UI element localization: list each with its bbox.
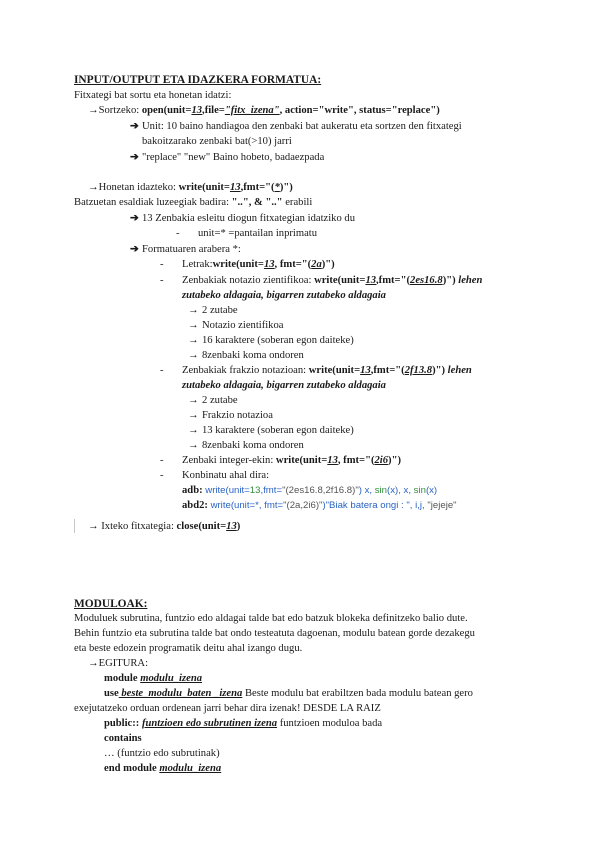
- arrow-right-icon: →: [88, 521, 99, 532]
- zientifikoa-item: → Notazio zientifikoa: [188, 320, 284, 331]
- frakzio-item: → 13 karaktere (soberan egon daiteke): [188, 425, 354, 436]
- ellipsis-line: … (funtzio edo subrutinak): [104, 748, 220, 759]
- bullet-arrow-icon: ➔: [130, 152, 139, 163]
- letrak-line: - Letrak:write(unit=13, fmt="(2a)"): [160, 259, 335, 270]
- abd2-example: abd2: write(unit=*, fmt="(2a,2i6)")"Biak batera ongi : ", i,j, "jejeje": [182, 500, 457, 511]
- zientifikoa-cont: zutabeko aldagaia, bigarren zutabeko aldagaia: [182, 290, 386, 301]
- moduloak-para-line: Behin funtzio eta subrutina talde bat ondo testeatuta dagoenan, modulu batean gorde dezakegu: [74, 628, 475, 639]
- end-module-line: end module modulu_izena: [104, 763, 222, 774]
- frakzio-item: → 8zenbaki koma ondoren: [188, 440, 304, 451]
- contains-line: contains: [104, 733, 142, 744]
- section-heading-io: INPUT/OUTPUT ETA IDAZKERA FORMATUA:: [74, 74, 322, 86]
- bullet-arrow-icon: ➔: [130, 213, 139, 224]
- arrow-right-icon: →: [188, 305, 199, 316]
- bullet-arrow-icon: ➔: [130, 244, 139, 255]
- revision-bar: [74, 519, 75, 533]
- arrow-right-icon: →: [188, 320, 199, 331]
- intro-line: Fitxategi bat sortu eta honetan idatzi:: [74, 90, 232, 101]
- frakzio-item: → Frakzio notazioa: [188, 410, 273, 421]
- egitura-line: →EGITURA:: [88, 658, 149, 669]
- zientifikoa-line: - Zenbakiak notazio zientifikoa: write(unit=13,fmt="(2es16.8)") lehen: [160, 275, 483, 286]
- batzuetan-line: Batzuetan esaldiak luzeegiak badira: "..", & ".." erabili: [74, 197, 313, 208]
- zenbakia-note: ➔ 13 Zenbakia esleitu diogun fitxategian idatziko du: [130, 213, 355, 224]
- arrow-right-icon: →: [188, 440, 199, 451]
- replace-note: ➔ "replace" "new" Baino hobeto, badaezpada: [130, 152, 325, 163]
- pantaila-note: - unit=* =pantailan inprimatu: [176, 228, 318, 239]
- zientifikoa-item: → 8zenbaki koma ondoren: [188, 350, 304, 361]
- zientifikoa-item: → 2 zutabe: [188, 305, 238, 316]
- use-note-cont: exejutatzeko orduan ordenean jarri behar dira izenak! DESDE LA RAIZ: [74, 703, 381, 714]
- public-line: public:: funtzioen edo subrutinen izena funtzioen moduloa bada: [104, 718, 383, 729]
- bullet-arrow-icon: ➔: [130, 121, 139, 132]
- module-line: module modulu_izena: [104, 673, 203, 684]
- arrow-right-icon: →: [188, 425, 199, 436]
- moduloak-para-line: eta beste edozein programatik deitu ahal izango dugu.: [74, 643, 303, 654]
- zientifikoa-item: → 16 karaktere (soberan egon daiteke): [188, 335, 354, 346]
- arrow-right-icon: →: [88, 105, 99, 116]
- unit-note: ➔ Unit: 10 baino handiagoa den zenbaki bat aukeratu eta sortzen den fitxategi: [130, 121, 462, 132]
- adb-example: adb: write(unit=13,fmt="(2es16.8,2f16.8)") x, sin(x), x, sin(x): [182, 485, 438, 496]
- arrow-right-icon: →: [188, 410, 199, 421]
- integer-line: - Zenbaki integer-ekin: write(unit=13, fmt="(2i6)"): [160, 455, 401, 466]
- arrow-right-icon: →: [88, 658, 99, 669]
- unit-note-cont: bakoitzarako zenbaki bat(>10) jarri: [142, 136, 292, 147]
- frakzio-line: - Zenbakiak frakzio notazioan: write(unit=13,fmt="(2f13.8)") lehen: [160, 365, 472, 376]
- konbinatu-line: - Konbinatu ahal dira:: [160, 470, 270, 481]
- arrow-right-icon: →: [188, 395, 199, 406]
- sortzeko-line: →Sortzeko: open(unit=13,file="fitx_izena", action="write", status="replace"): [88, 105, 440, 116]
- frakzio-item: → 2 zutabe: [188, 395, 238, 406]
- formatuaren-note: ➔ Formatuaren arabera *:: [130, 244, 241, 255]
- frakzio-cont: zutabeko aldagaia, bigarren zutabeko aldagaia: [182, 380, 386, 391]
- use-line: use beste_modulu_baten _izena Beste modulu bat erabiltzen bada modulu batean gero: [104, 688, 473, 699]
- arrow-right-icon: →: [88, 182, 99, 193]
- honetan-line: →Honetan idazteko: write(unit=13,fmt="(*)"): [88, 182, 293, 193]
- section-heading-moduloak: MODULOAK:: [74, 598, 148, 610]
- moduloak-para-line: Moduluek subrutina, funtzio edo aldagai talde bat edo batzuk blokeka definitzeko balio dute.: [74, 613, 468, 624]
- ixteko-line: → Ixteko fitxategia: close(unit=13): [88, 521, 241, 532]
- arrow-right-icon: →: [188, 335, 199, 346]
- arrow-right-icon: →: [188, 350, 199, 361]
